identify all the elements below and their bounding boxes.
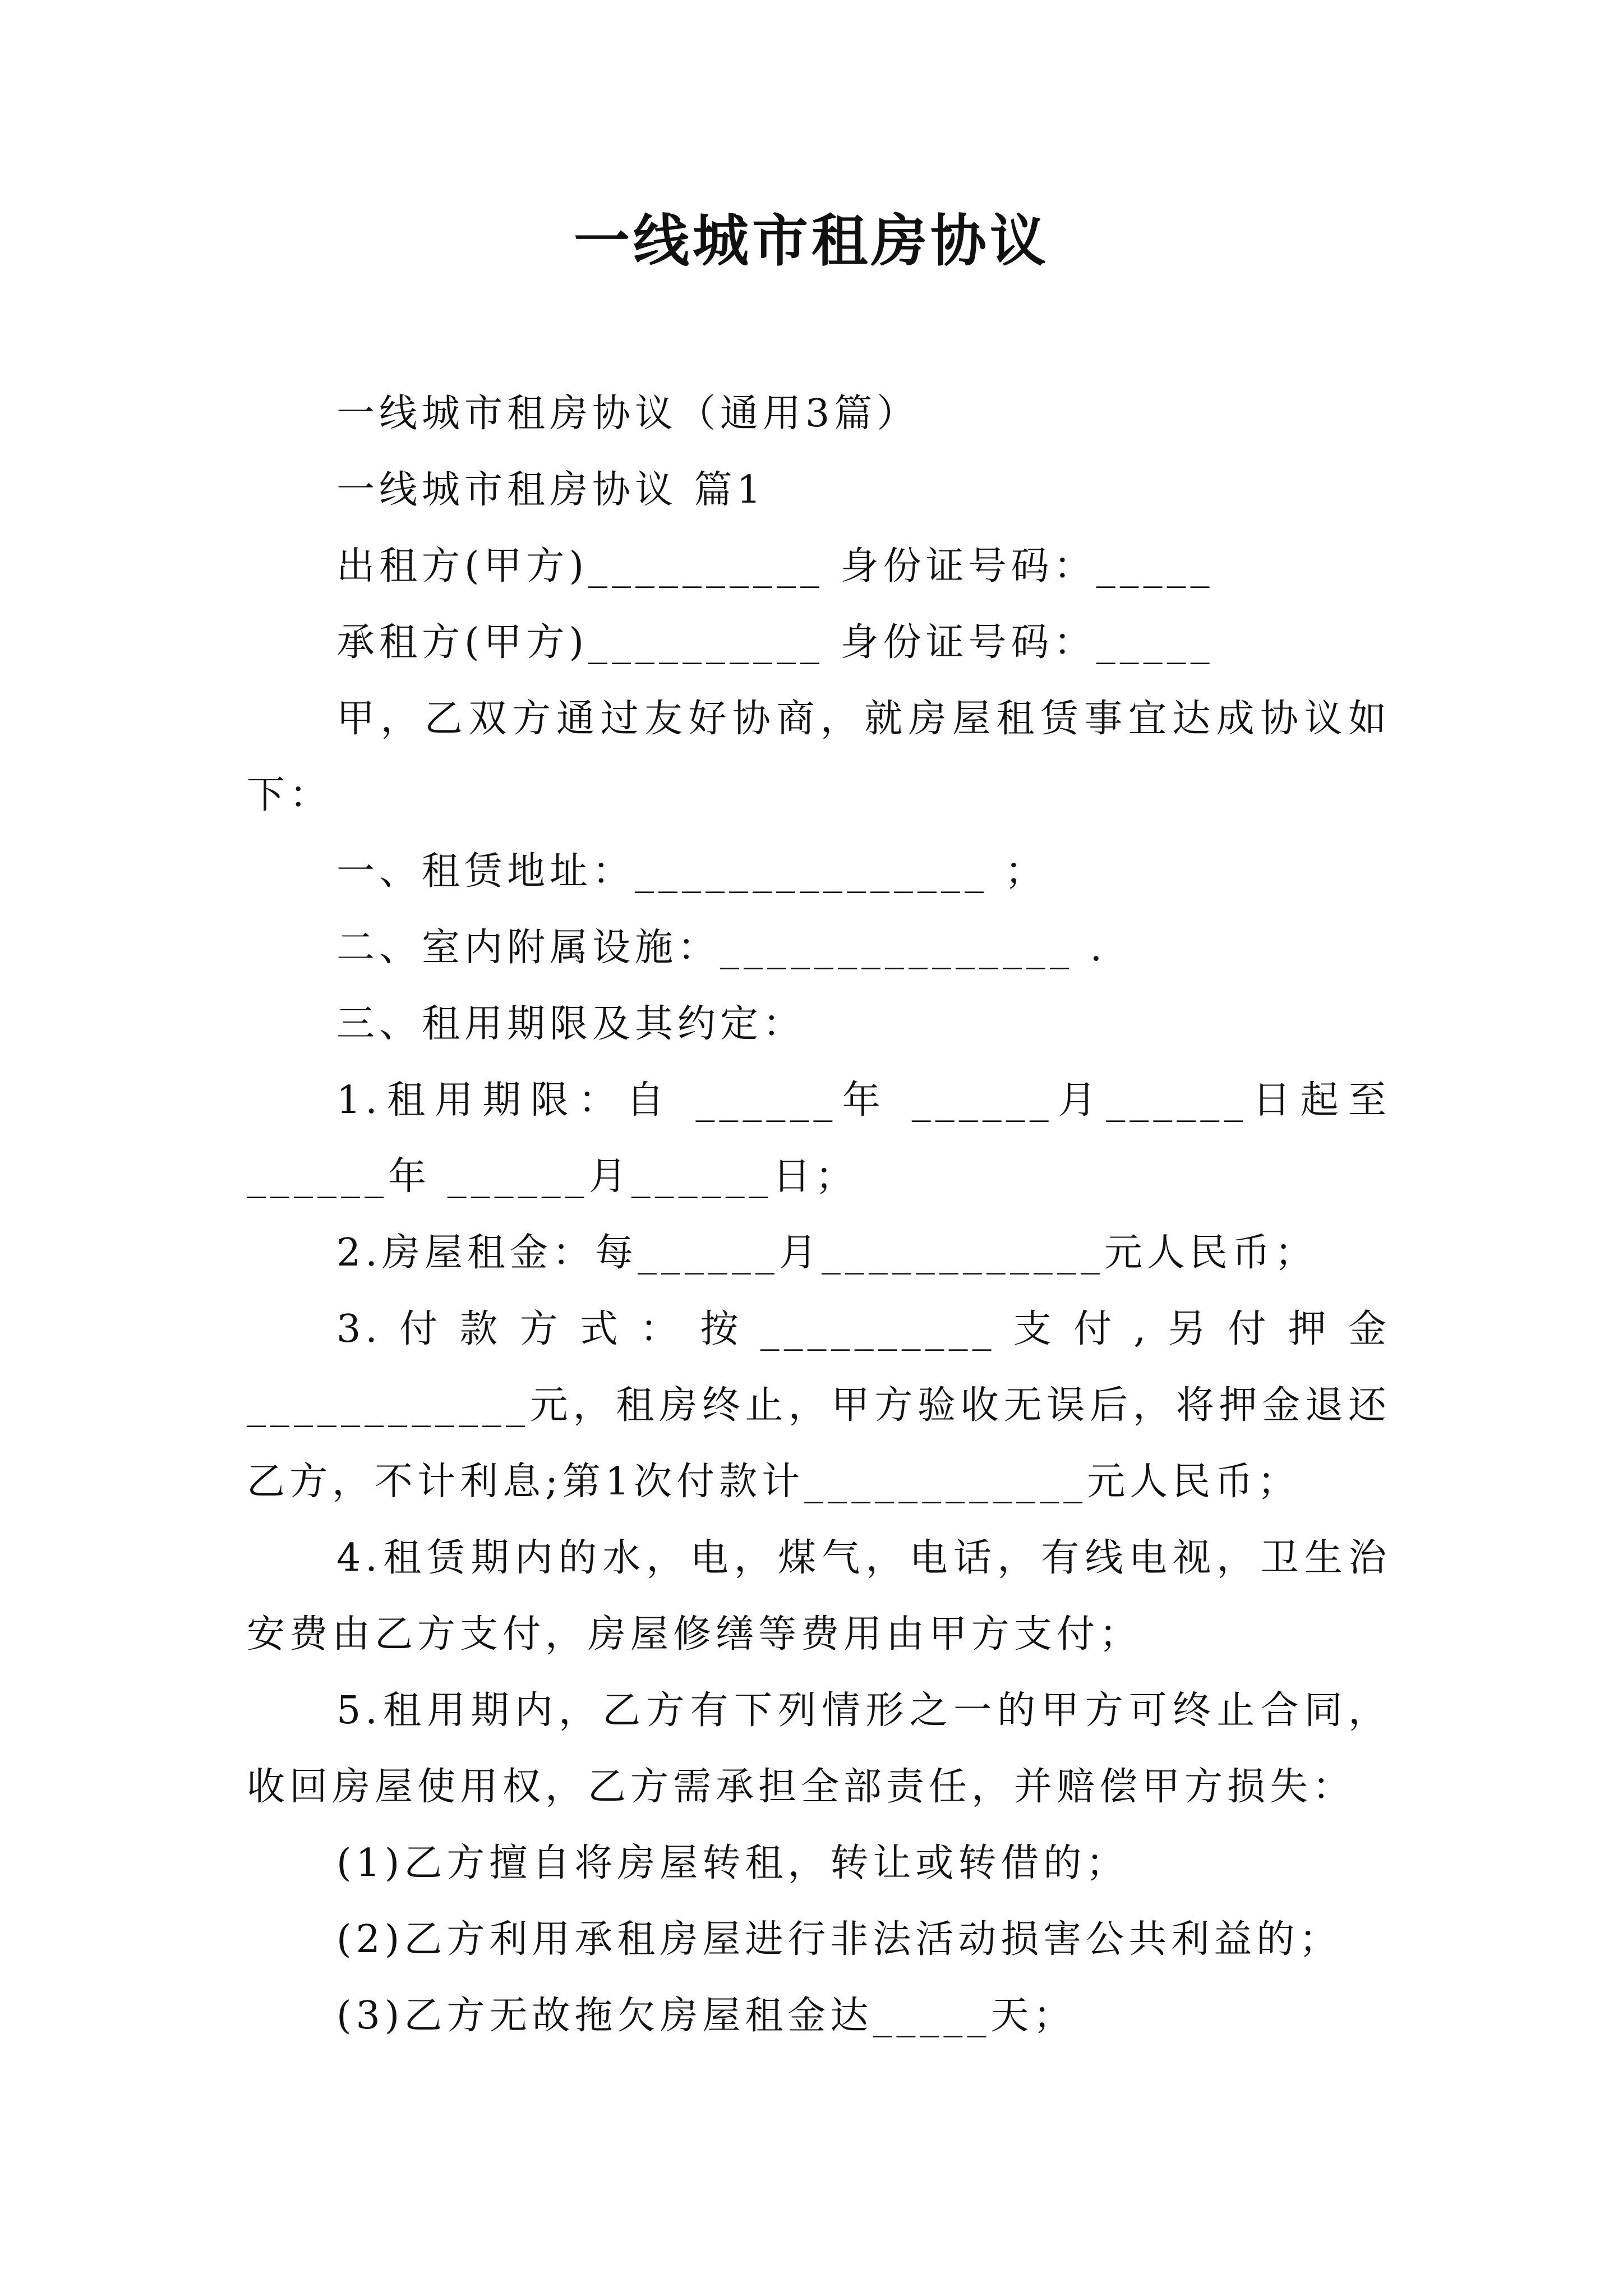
paragraph-heading: 一线城市租房协议（通用3篇） [336, 392, 920, 436]
paragraph-address: 一、租赁地址：_______________ ； [336, 849, 1048, 894]
paragraph-clause-1: (1)乙方擅自将房屋转租，转让或转借的； [336, 1841, 1129, 1885]
paragraph-rent: 2.房屋租金：每______月____________元人民币； [336, 1231, 1317, 1275]
paragraph-payment: 3.付款方式：按__________支付,另付押金____________元，租房终止，甲方验收无误后，将押金退还乙方，不计利息;第1次付款计____________元人民币； [247, 1307, 1391, 1504]
document-title: 一线城市租房协议 [574, 208, 1049, 274]
paragraph-utilities: 4.租赁期内的水，电，煤气，电话，有线电视，卫生治安费由乙方支付，房屋修缮等费用由甲方支付； [247, 1536, 1391, 1657]
paragraph-term: 1.租用期限：自 ______年 ______月______日起至______年 ______月______日； [247, 1078, 1391, 1199]
paragraph-section-title: 一线城市租房协议 篇1 [336, 468, 766, 512]
paragraph-clause-3: (3)乙方无故拖欠房屋租金达_____天； [336, 1994, 1076, 2038]
document-body [247, 376, 1391, 2054]
paragraph-intro: 甲，乙双方通过友好协商，就房屋租赁事宜达成协议如下： [247, 697, 1391, 817]
paragraph-lessee: 承租方(甲方)__________ 身份证号码：_____ [336, 620, 1214, 665]
paragraph-term-heading: 三、租用期限及其约定： [336, 1002, 806, 1046]
paragraph-facilities: 二、室内附属设施：_______________ . [336, 926, 1107, 970]
paragraph-clause-2: (2)乙方利用承租房屋进行非法活动损害公共利益的； [336, 1917, 1342, 1962]
paragraph-termination: 5.租用期内，乙方有下列情形之一的甲方可终止合同，收回房屋使用权，乙方需承担全部责任，并赔偿甲方损失： [247, 1688, 1391, 1809]
paragraph-lessor: 出租方(甲方)__________ 身份证号码：_____ [336, 544, 1214, 588]
